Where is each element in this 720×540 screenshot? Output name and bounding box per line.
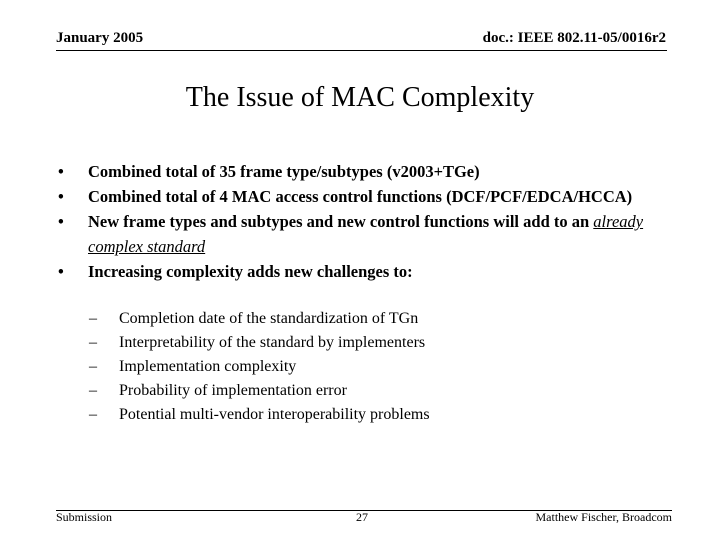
bullet-text: Increasing complexity adds new challenges to:: [88, 262, 413, 281]
bullet-text: New frame types and subtypes and new control functions will add to an: [88, 212, 594, 231]
dash-icon: –: [89, 358, 97, 375]
bullet-item: [56, 159, 676, 184]
bullet-text: Combined total of 35 frame type/subtypes (v2003+TGe): [88, 162, 480, 181]
bullet-icon: •: [58, 212, 64, 231]
sub-bullet-item: [87, 307, 430, 331]
bullet-icon: •: [58, 262, 64, 281]
sub-bullet-list: [87, 307, 430, 427]
sub-bullet-text: Potential multi-vendor interoperability problems: [119, 406, 430, 423]
footer-page-number: 27: [356, 510, 368, 524]
sub-bullet-item: [87, 379, 430, 403]
footer-submission: Submission: [56, 510, 113, 524]
sub-bullet-item: [87, 331, 430, 355]
sub-bullet-text: Completion date of the standardization of TGn: [119, 310, 419, 327]
header-rule: [56, 50, 667, 51]
dash-icon: –: [89, 310, 97, 327]
bullet-item: [56, 259, 676, 284]
sub-bullet-item: [87, 355, 430, 379]
slide-title: The Issue of MAC Complexity: [185, 82, 535, 113]
header-doc-id: doc.: IEEE 802.11-05/0016r2: [482, 30, 666, 46]
bullet-item: [56, 184, 676, 209]
dash-icon: –: [89, 334, 97, 351]
bullet-icon: •: [58, 187, 64, 206]
sub-bullet-item: [87, 403, 430, 427]
sub-bullet-text: Implementation complexity: [119, 358, 297, 375]
bullet-list: [56, 159, 676, 284]
bullet-icon: •: [58, 162, 64, 181]
dash-icon: –: [89, 382, 97, 399]
bullet-item: [56, 209, 676, 259]
sub-bullet-text: Probability of implementation error: [119, 382, 347, 399]
footer-author: Matthew Fischer, Broadcom: [535, 510, 672, 524]
dash-icon: –: [89, 406, 97, 423]
sub-bullet-text: Interpretability of the standard by implementers: [119, 334, 426, 351]
bullet-text: Combined total of 4 MAC access control functions (DCF/PCF/EDCA/HCCA): [88, 187, 633, 206]
header-date: January 2005: [56, 30, 144, 46]
bullet-emphasis: already complex standard: [88, 212, 644, 256]
